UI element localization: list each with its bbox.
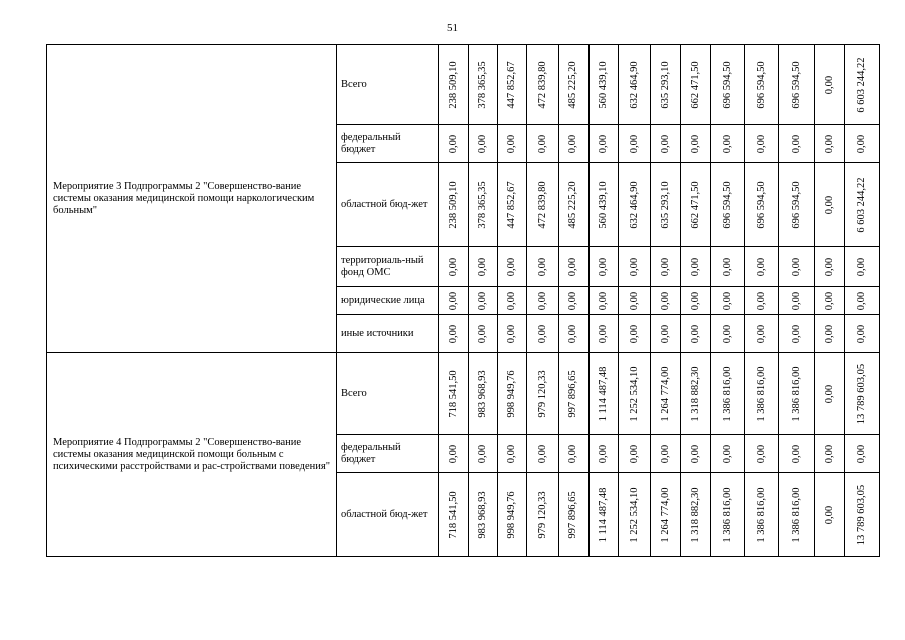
table-row [47,353,880,435]
value-text: 635 293,10 [659,60,671,109]
value-text: 1 386 816,00 [755,365,767,422]
value-cell [559,315,589,353]
funding-source: федеральный бюджет [337,435,439,473]
value-text: 1 114 487,48 [597,366,609,421]
value-cell [469,315,498,353]
value-text: 13 789 603,05 [856,363,867,424]
value-cell [559,435,589,473]
value-text: 0,00 [689,291,701,310]
value-text: 1 386 816,00 [721,365,733,422]
value-text: 447 852,67 [506,60,517,109]
value-cell [681,473,711,557]
value-cell [498,163,527,247]
value-cell [779,247,815,287]
value-text: 0,00 [856,134,867,153]
value-cell [439,287,469,315]
value-cell [469,45,498,125]
value-cell [527,247,559,287]
page-number: 51 [447,22,458,34]
value-text: 0,00 [567,291,579,310]
value-text: 13 789 603,05 [856,484,867,545]
value-text: 0,00 [536,257,548,276]
measure-name: Мероприятие 4 Подпрограммы 2 "Совершенство-вание системы оказания медицинской помощи больным с психическими расстройствами и рас-стройствами поведения" [47,353,337,557]
value-text: 472 839,80 [536,60,548,109]
value-cell [527,315,559,353]
value-text: 0,00 [755,257,767,276]
value-cell [589,473,619,557]
value-cell [745,473,779,557]
value-cell [527,353,559,435]
value-cell [711,315,745,353]
value-text: 0,00 [790,324,802,343]
value-text: 1 386 816,00 [790,486,802,543]
value-text: 0,00 [823,134,835,153]
value-cell [651,315,681,353]
value-cell [779,315,815,353]
measure-name: Мероприятие 3 Подпрограммы 2 "Совершенство-вание системы оказания медицинской помощи наркологическим больным" [47,45,337,353]
value-cell [845,247,880,287]
value-text: 0,00 [790,291,802,310]
value-text: 0,00 [628,444,640,463]
value-cell [559,247,589,287]
value-text: 0,00 [689,444,701,463]
value-text: 0,00 [447,444,459,463]
value-text: 0,00 [659,257,671,276]
value-text: 447 852,67 [506,180,517,229]
value-text: 632 464,90 [628,60,640,109]
value-text: 0,00 [856,324,867,343]
value-text: 0,00 [506,444,517,463]
value-cell [711,287,745,315]
funding-source: Всего [337,353,439,435]
value-text: 378 365,35 [477,180,488,229]
value-cell [559,163,589,247]
value-text: 0,00 [659,324,671,343]
value-cell [745,287,779,315]
value-cell [779,125,815,163]
value-cell [619,125,651,163]
value-cell [711,247,745,287]
value-cell [815,315,845,353]
value-cell [845,163,880,247]
value-text: 0,00 [790,444,802,463]
value-cell [439,473,469,557]
value-text: 1 386 816,00 [790,365,802,422]
value-cell [469,353,498,435]
value-text: 0,00 [823,195,835,214]
funding-source: юридические лица [337,287,439,315]
value-text: 0,00 [567,134,579,153]
value-text: 0,00 [536,324,548,343]
value-text: 560 439,10 [597,180,609,229]
value-text: 0,00 [477,134,488,153]
value-text: 1 386 816,00 [721,486,733,543]
budget-table [46,44,880,557]
value-text: 0,00 [856,444,867,463]
value-text: 0,00 [856,291,867,310]
value-text: 0,00 [567,257,579,276]
value-cell [845,287,880,315]
value-text: 1 114 487,48 [597,487,609,542]
value-text: 998 949,76 [506,369,517,418]
value-text: 0,00 [755,291,767,310]
value-cell [681,435,711,473]
value-cell [469,163,498,247]
value-cell [745,315,779,353]
value-text: 0,00 [447,257,459,276]
value-text: 378 365,35 [477,60,488,109]
value-cell [439,315,469,353]
value-text: 0,00 [477,257,488,276]
value-text: 0,00 [597,257,609,276]
value-cell [815,247,845,287]
value-text: 0,00 [628,324,640,343]
value-cell [711,473,745,557]
value-cell [439,45,469,125]
value-text: 6 603 244,22 [856,56,867,113]
value-cell [619,247,651,287]
value-cell [651,45,681,125]
value-cell [681,353,711,435]
value-cell [815,473,845,557]
value-cell [815,125,845,163]
value-cell [711,125,745,163]
value-text: 0,00 [823,324,835,343]
value-cell [589,45,619,125]
value-cell [651,247,681,287]
value-text: 635 293,10 [659,180,671,229]
value-cell [711,435,745,473]
value-text: 472 839,80 [536,180,548,229]
value-cell [559,287,589,315]
value-cell [527,473,559,557]
value-text: 0,00 [823,257,835,276]
value-text: 0,00 [477,291,488,310]
value-text: 0,00 [597,134,609,153]
value-cell [498,45,527,125]
value-cell [745,125,779,163]
value-cell [439,247,469,287]
value-text: 979 120,33 [536,369,548,418]
value-cell [711,353,745,435]
value-text: 0,00 [790,134,802,153]
value-text: 0,00 [477,324,488,343]
value-text: 485 225,20 [567,180,579,229]
value-cell [469,287,498,315]
value-text: 0,00 [659,444,671,463]
value-text: 718 541,50 [447,369,459,418]
funding-source: областной бюд-жет [337,163,439,247]
value-text: 998 949,76 [506,490,517,539]
value-cell [559,353,589,435]
value-text: 0,00 [447,324,459,343]
value-cell [469,125,498,163]
value-text: 983 968,93 [477,490,488,539]
value-text: 485 225,20 [567,60,579,109]
value-text: 0,00 [856,257,867,276]
value-text: 0,00 [721,257,733,276]
value-text: 0,00 [477,444,488,463]
value-cell [439,163,469,247]
value-cell [619,163,651,247]
value-text: 718 541,50 [447,490,459,539]
value-cell [845,353,880,435]
value-cell [589,163,619,247]
value-text: 0,00 [447,134,459,153]
value-cell [681,45,711,125]
value-cell [745,353,779,435]
value-cell [651,163,681,247]
value-cell [845,125,880,163]
value-cell [681,247,711,287]
value-cell [681,163,711,247]
value-cell [815,353,845,435]
value-cell [589,125,619,163]
value-text: 0,00 [755,134,767,153]
value-cell [619,315,651,353]
value-text: 0,00 [567,444,579,463]
value-text: 997 896,65 [567,369,579,418]
value-text: 0,00 [823,291,835,310]
value-cell [779,45,815,125]
value-text: 238 509,10 [447,60,459,109]
value-cell [559,45,589,125]
table-row [47,45,880,125]
value-text: 0,00 [790,257,802,276]
value-text: 1 264 774,00 [659,365,671,422]
value-cell [745,45,779,125]
value-cell [651,353,681,435]
value-cell [815,287,845,315]
value-text: 560 439,10 [597,60,609,109]
value-text: 0,00 [689,257,701,276]
funding-source: Всего [337,45,439,125]
value-cell [498,435,527,473]
value-cell [815,435,845,473]
value-cell [469,473,498,557]
value-cell [681,287,711,315]
value-text: 662 471,50 [689,60,701,109]
value-text: 0,00 [536,134,548,153]
value-text: 0,00 [689,324,701,343]
value-text: 0,00 [628,134,640,153]
value-cell [498,473,527,557]
value-text: 0,00 [567,324,579,343]
value-cell [498,287,527,315]
value-cell [527,287,559,315]
value-cell [651,435,681,473]
value-text: 696 594,50 [790,180,802,229]
value-text: 0,00 [659,134,671,153]
value-text: 1 252 534,10 [628,486,640,543]
value-text: 632 464,90 [628,180,640,229]
value-cell [779,473,815,557]
value-cell [498,353,527,435]
value-cell [589,353,619,435]
value-cell [815,163,845,247]
value-cell [527,125,559,163]
value-text: 0,00 [597,444,609,463]
value-cell [619,473,651,557]
value-text: 0,00 [721,291,733,310]
value-cell [439,435,469,473]
value-cell [845,435,880,473]
value-text: 696 594,50 [721,60,733,109]
value-text: 0,00 [659,291,671,310]
value-cell [439,353,469,435]
value-cell [779,435,815,473]
value-text: 0,00 [721,444,733,463]
value-cell [845,315,880,353]
value-cell [498,125,527,163]
value-cell [711,163,745,247]
value-text: 1 252 534,10 [628,365,640,422]
value-cell [469,435,498,473]
value-cell [651,125,681,163]
value-text: 0,00 [536,291,548,310]
value-cell [619,45,651,125]
value-cell [589,435,619,473]
value-text: 1 318 882,30 [689,365,701,422]
value-text: 0,00 [506,257,517,276]
value-cell [589,287,619,315]
value-cell [779,287,815,315]
value-cell [439,125,469,163]
value-text: 696 594,50 [721,180,733,229]
value-cell [619,287,651,315]
value-text: 0,00 [597,291,609,310]
value-text: 0,00 [536,444,548,463]
value-cell [589,247,619,287]
value-text: 997 896,65 [567,490,579,539]
value-text: 696 594,50 [755,180,767,229]
value-cell [779,353,815,435]
value-cell [779,163,815,247]
value-cell [681,315,711,353]
value-text: 238 509,10 [447,180,459,229]
value-cell [469,247,498,287]
value-text: 0,00 [823,505,835,524]
value-text: 662 471,50 [689,180,701,229]
value-text: 0,00 [447,291,459,310]
value-text: 0,00 [721,324,733,343]
funding-source: иные источники [337,315,439,353]
value-text: 979 120,33 [536,490,548,539]
value-text: 696 594,50 [790,60,802,109]
funding-source: территориаль-ный фонд ОМС [337,247,439,287]
value-text: 0,00 [755,324,767,343]
value-text: 6 603 244,22 [856,176,867,233]
value-text: 0,00 [721,134,733,153]
value-cell [651,287,681,315]
value-text: 0,00 [597,324,609,343]
value-cell [745,247,779,287]
value-text: 0,00 [823,384,835,403]
value-text: 0,00 [755,444,767,463]
value-cell [527,163,559,247]
value-cell [711,45,745,125]
value-text: 0,00 [823,75,835,94]
value-cell [527,435,559,473]
value-text: 0,00 [628,291,640,310]
value-text: 1 386 816,00 [755,486,767,543]
value-cell [651,473,681,557]
value-cell [745,435,779,473]
funding-source: областной бюд-жет [337,473,439,557]
value-text: 0,00 [628,257,640,276]
value-text: 983 968,93 [477,369,488,418]
value-text: 1 264 774,00 [659,486,671,543]
value-cell [589,315,619,353]
value-cell [498,315,527,353]
value-cell [498,247,527,287]
funding-source: федеральный бюджет [337,125,439,163]
value-text: 1 318 882,30 [689,486,701,543]
value-cell [745,163,779,247]
value-text: 0,00 [823,444,835,463]
value-cell [815,45,845,125]
value-cell [845,473,880,557]
value-cell [559,125,589,163]
value-text: 0,00 [506,134,517,153]
value-cell [559,473,589,557]
value-cell [619,435,651,473]
value-cell [681,125,711,163]
value-text: 0,00 [689,134,701,153]
value-text: 696 594,50 [755,60,767,109]
value-cell [527,45,559,125]
value-text: 0,00 [506,291,517,310]
value-cell [619,353,651,435]
value-text: 0,00 [506,324,517,343]
value-cell [845,45,880,125]
